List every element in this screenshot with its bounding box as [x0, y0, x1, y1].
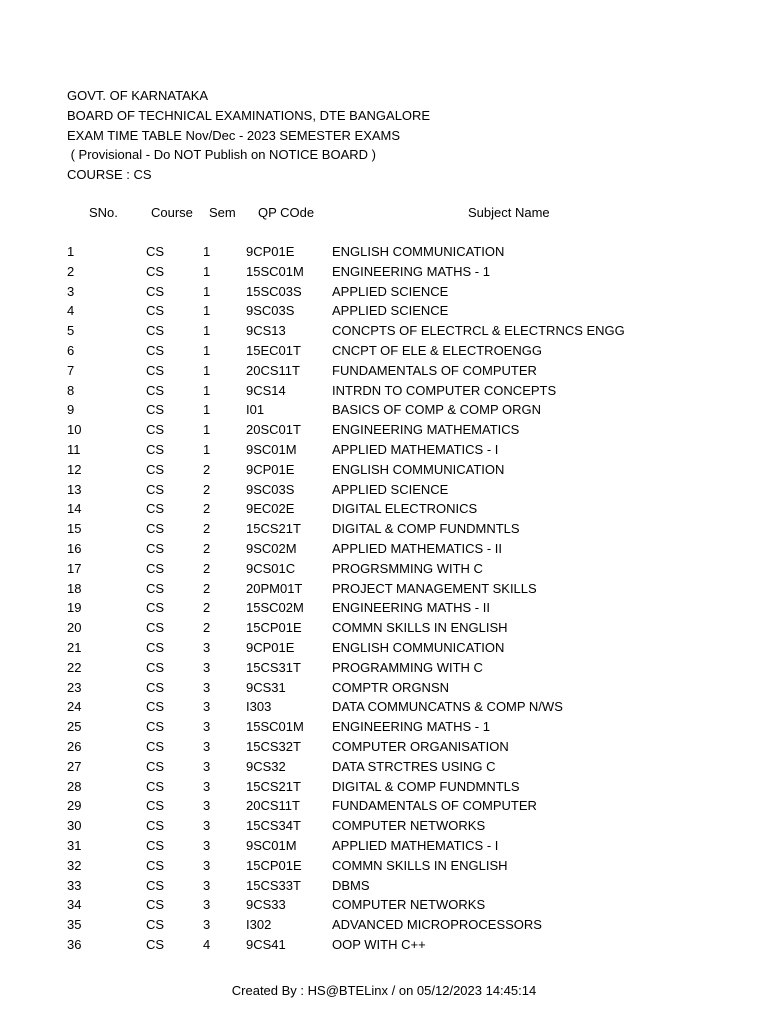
cell-subject-name: APPLIED MATHEMATICS - I — [332, 837, 499, 853]
cell-sno: 4 — [67, 303, 75, 319]
table-row — [0, 501, 768, 521]
cell-sno: 9 — [67, 402, 75, 418]
cell-qp-code: 20CS11T — [246, 362, 300, 378]
cell-sno: 15 — [67, 521, 82, 537]
cell-qp-code: 15CS31T — [246, 659, 301, 675]
cell-course: CS — [146, 719, 165, 735]
cell-qp-code: I01 — [246, 402, 265, 418]
cell-sno: 17 — [67, 560, 82, 576]
cell-qp-code: 9SC02M — [246, 540, 297, 556]
header-board: BOARD OF TECHNICAL EXAMINATIONS, DTE BANGALORE — [67, 107, 431, 123]
table-row — [0, 561, 768, 581]
cell-qp-code: 9CS13 — [246, 323, 286, 339]
cell-subject-name: PROJECT MANAGEMENT SKILLS — [332, 580, 537, 596]
cell-sno: 29 — [67, 798, 82, 814]
table-row — [0, 264, 768, 284]
cell-sem: 1 — [203, 283, 211, 299]
timetable-rows — [0, 244, 768, 957]
cell-subject-name: FUNDAMENTALS OF COMPUTER — [332, 362, 537, 378]
table-row — [0, 917, 768, 937]
column-header-qp-code: QP COde — [258, 205, 315, 220]
table-row — [0, 482, 768, 502]
cell-sem: 3 — [203, 778, 211, 794]
cell-course: CS — [146, 501, 165, 517]
cell-subject-name: COMPUTER NETWORKS — [332, 818, 486, 834]
table-row — [0, 838, 768, 858]
column-header-sem: Sem — [209, 205, 236, 220]
header-provisional-note: ( Provisional - Do NOT Publish on NOTICE BOARD ) — [67, 147, 376, 163]
column-header-sno: SNo. — [89, 205, 118, 220]
cell-subject-name: CONCPTS OF ELECTRCL & ELECTRNCS ENGG — [332, 323, 625, 339]
cell-sem: 2 — [203, 501, 211, 517]
header-course: COURSE : CS — [67, 167, 152, 183]
cell-subject-name: APPLIED SCIENCE — [332, 283, 449, 299]
table-row — [0, 521, 768, 541]
cell-sem: 2 — [203, 481, 211, 497]
cell-course: CS — [146, 263, 165, 279]
cell-subject-name: APPLIED SCIENCE — [332, 481, 449, 497]
cell-course: CS — [146, 441, 165, 457]
cell-sno: 3 — [67, 283, 75, 299]
cell-qp-code: 20PM01T — [246, 580, 303, 596]
cell-sem: 3 — [203, 719, 211, 735]
table-row — [0, 818, 768, 838]
cell-course: CS — [146, 917, 165, 933]
cell-sno: 19 — [67, 600, 82, 616]
cell-qp-code: 15CS34T — [246, 818, 301, 834]
cell-subject-name: DBMS — [332, 877, 370, 893]
cell-qp-code: 20SC01T — [246, 422, 301, 438]
table-row — [0, 779, 768, 799]
cell-qp-code: 15CP01E — [246, 620, 302, 636]
cell-sem: 1 — [203, 244, 211, 259]
cell-sno: 35 — [67, 917, 82, 933]
cell-qp-code: 15SC01M — [246, 263, 304, 279]
cell-sem: 2 — [203, 521, 211, 537]
cell-course: CS — [146, 837, 165, 853]
cell-sem: 2 — [203, 620, 211, 636]
cell-qp-code: 15CS21T — [246, 778, 301, 794]
cell-qp-code: 15SC02M — [246, 600, 304, 616]
table-row — [0, 759, 768, 779]
table-row — [0, 383, 768, 403]
cell-sno: 8 — [67, 382, 75, 398]
cell-subject-name: ENGINEERING MATHS - II — [332, 600, 490, 616]
table-row — [0, 739, 768, 759]
cell-sem: 3 — [203, 818, 211, 834]
cell-sem: 1 — [203, 362, 211, 378]
cell-course: CS — [146, 402, 165, 418]
table-row — [0, 363, 768, 383]
cell-qp-code: 15CP01E — [246, 857, 302, 873]
cell-course: CS — [146, 857, 165, 873]
cell-qp-code: 9CS33 — [246, 897, 286, 913]
cell-qp-code: 15EC01T — [246, 342, 301, 358]
table-row — [0, 680, 768, 700]
cell-sem: 2 — [203, 461, 211, 477]
cell-sem: 3 — [203, 877, 211, 893]
cell-qp-code: 9CP01E — [246, 461, 295, 477]
cell-sno: 23 — [67, 679, 82, 695]
cell-course: CS — [146, 560, 165, 576]
cell-sem: 1 — [203, 382, 211, 398]
cell-course: CS — [146, 620, 165, 636]
cell-qp-code: I302 — [246, 917, 272, 933]
table-row — [0, 660, 768, 680]
cell-subject-name: DATA COMMUNCATNS & COMP N/WS — [332, 699, 563, 715]
cell-qp-code: 9SC01M — [246, 441, 297, 457]
cell-course: CS — [146, 481, 165, 497]
cell-subject-name: ENGLISH COMMUNICATION — [332, 244, 505, 259]
cell-subject-name: ADVANCED MICROPROCESSORS — [332, 917, 542, 933]
table-row — [0, 897, 768, 917]
column-header-subject-name: Subject Name — [468, 205, 550, 220]
table-row — [0, 858, 768, 878]
table-row — [0, 640, 768, 660]
cell-qp-code: 9CS01C — [246, 560, 296, 576]
table-row — [0, 303, 768, 323]
cell-sno: 34 — [67, 897, 82, 913]
cell-course: CS — [146, 600, 165, 616]
cell-course: CS — [146, 639, 165, 655]
cell-sno: 11 — [67, 441, 81, 457]
table-row — [0, 402, 768, 422]
cell-subject-name: ENGLISH COMMUNICATION — [332, 639, 505, 655]
column-header-course: Course — [151, 205, 193, 220]
cell-sno: 18 — [67, 580, 82, 596]
cell-sem: 3 — [203, 857, 211, 873]
cell-subject-name: ENGINEERING MATHS - 1 — [332, 263, 490, 279]
table-row — [0, 699, 768, 719]
cell-sem: 2 — [203, 540, 211, 556]
cell-sem: 1 — [203, 323, 211, 339]
table-row — [0, 442, 768, 462]
cell-subject-name: ENGINEERING MATHEMATICS — [332, 422, 520, 438]
cell-sem: 3 — [203, 699, 211, 715]
cell-qp-code: 20CS11T — [246, 798, 300, 814]
cell-qp-code: 15CS33T — [246, 877, 301, 893]
cell-course: CS — [146, 303, 165, 319]
cell-sem: 1 — [203, 303, 211, 319]
cell-sno: 33 — [67, 877, 82, 893]
cell-subject-name: COMMN SKILLS IN ENGLISH — [332, 620, 508, 636]
cell-subject-name: COMPUTER NETWORKS — [332, 897, 486, 913]
cell-subject-name: ENGLISH COMMUNICATION — [332, 461, 505, 477]
cell-sem: 3 — [203, 758, 211, 774]
cell-subject-name: DIGITAL & COMP FUNDMNTLS — [332, 521, 520, 537]
cell-subject-name: PROGRSMMING WITH C — [332, 560, 483, 576]
table-row — [0, 343, 768, 363]
cell-sno: 25 — [67, 719, 82, 735]
table-row — [0, 937, 768, 957]
cell-course: CS — [146, 342, 165, 358]
cell-course: CS — [146, 461, 165, 477]
cell-qp-code: 9CS31 — [246, 679, 286, 695]
cell-course: CS — [146, 362, 165, 378]
table-row — [0, 719, 768, 739]
cell-subject-name: OOP WITH C++ — [332, 936, 426, 952]
cell-course: CS — [146, 659, 165, 675]
cell-subject-name: APPLIED MATHEMATICS - II — [332, 540, 502, 556]
cell-sem: 3 — [203, 659, 211, 675]
cell-sno: 26 — [67, 738, 82, 754]
cell-course: CS — [146, 936, 165, 952]
cell-sno: 24 — [67, 699, 82, 715]
cell-sno: 13 — [67, 481, 82, 497]
cell-sno: 31 — [67, 837, 82, 853]
cell-course: CS — [146, 323, 165, 339]
cell-course: CS — [146, 422, 165, 438]
cell-sno: 2 — [67, 263, 75, 279]
cell-sem: 1 — [203, 402, 211, 418]
cell-qp-code: 15CS21T — [246, 521, 301, 537]
cell-sno: 20 — [67, 620, 82, 636]
cell-sno: 5 — [67, 323, 75, 339]
cell-course: CS — [146, 778, 165, 794]
cell-sem: 3 — [203, 798, 211, 814]
cell-sno: 28 — [67, 778, 82, 794]
cell-sno: 7 — [67, 362, 75, 378]
cell-qp-code: 9EC02E — [246, 501, 295, 517]
cell-qp-code: 15SC03S — [246, 283, 302, 299]
cell-sem: 1 — [203, 422, 211, 438]
cell-sno: 27 — [67, 758, 82, 774]
cell-subject-name: COMPTR ORGNSN — [332, 679, 449, 695]
cell-subject-name: COMMN SKILLS IN ENGLISH — [332, 857, 508, 873]
cell-course: CS — [146, 580, 165, 596]
table-row — [0, 798, 768, 818]
cell-course: CS — [146, 699, 165, 715]
cell-qp-code: I303 — [246, 699, 272, 715]
cell-subject-name: PROGRAMMING WITH C — [332, 659, 483, 675]
cell-qp-code: 9SC01M — [246, 837, 297, 853]
table-row — [0, 620, 768, 640]
cell-qp-code: 9CS41 — [246, 936, 286, 952]
cell-sem: 1 — [203, 342, 211, 358]
cell-subject-name: DATA STRCTRES USING C — [332, 758, 496, 774]
table-row — [0, 284, 768, 304]
cell-subject-name: COMPUTER ORGANISATION — [332, 738, 509, 754]
cell-sem: 3 — [203, 639, 211, 655]
cell-sem: 4 — [203, 936, 211, 952]
table-row — [0, 600, 768, 620]
cell-sno: 12 — [67, 461, 82, 477]
table-row — [0, 878, 768, 898]
cell-qp-code: 9SC03S — [246, 481, 295, 497]
cell-sno: 36 — [67, 936, 82, 952]
table-row — [0, 462, 768, 482]
cell-course: CS — [146, 382, 165, 398]
cell-qp-code: 9SC03S — [246, 303, 295, 319]
table-row — [0, 422, 768, 442]
cell-qp-code: 9CP01E — [246, 639, 295, 655]
footer-created-by: Created By : HS@BTELinx / on 05/12/2023 14:45:14 — [231, 983, 537, 998]
cell-sno: 14 — [67, 501, 82, 517]
cell-qp-code: 9CP01E — [246, 244, 295, 259]
cell-sem: 2 — [203, 560, 211, 576]
cell-course: CS — [146, 738, 165, 754]
cell-subject-name: BASICS OF COMP & COMP ORGN — [332, 402, 541, 418]
cell-sno: 32 — [67, 857, 82, 873]
table-row — [0, 244, 768, 264]
cell-subject-name: ENGINEERING MATHS - 1 — [332, 719, 490, 735]
cell-sno: 21 — [67, 639, 82, 655]
cell-sem: 3 — [203, 837, 211, 853]
cell-subject-name: INTRDN TO COMPUTER CONCEPTS — [332, 382, 557, 398]
cell-sno: 16 — [67, 540, 82, 556]
cell-subject-name: APPLIED MATHEMATICS - I — [332, 441, 499, 457]
cell-sem: 3 — [203, 917, 211, 933]
table-row — [0, 323, 768, 343]
cell-sno: 1 — [67, 244, 75, 259]
cell-course: CS — [146, 758, 165, 774]
cell-subject-name: DIGITAL ELECTRONICS — [332, 501, 478, 517]
cell-sno: 6 — [67, 342, 75, 358]
cell-sem: 3 — [203, 738, 211, 754]
cell-qp-code: 9CS14 — [246, 382, 286, 398]
cell-course: CS — [146, 283, 165, 299]
header-exam-title: EXAM TIME TABLE Nov/Dec - 2023 SEMESTER EXAMS — [67, 127, 401, 143]
cell-sem: 2 — [203, 580, 211, 596]
cell-qp-code: 9CS32 — [246, 758, 286, 774]
cell-sno: 10 — [67, 422, 82, 438]
cell-course: CS — [146, 818, 165, 834]
cell-sem: 1 — [203, 263, 211, 279]
cell-sno: 30 — [67, 818, 82, 834]
cell-subject-name: FUNDAMENTALS OF COMPUTER — [332, 798, 537, 814]
cell-sem: 2 — [203, 600, 211, 616]
cell-course: CS — [146, 540, 165, 556]
cell-course: CS — [146, 521, 165, 537]
cell-subject-name: APPLIED SCIENCE — [332, 303, 449, 319]
cell-course: CS — [146, 679, 165, 695]
cell-course: CS — [146, 877, 165, 893]
cell-subject-name: DIGITAL & COMP FUNDMNTLS — [332, 778, 520, 794]
table-row — [0, 581, 768, 601]
cell-course: CS — [146, 897, 165, 913]
header-govt: GOVT. OF KARNATAKA — [67, 88, 209, 103]
cell-course: CS — [146, 798, 165, 814]
cell-course: CS — [146, 244, 165, 259]
cell-qp-code: 15SC01M — [246, 719, 304, 735]
cell-qp-code: 15CS32T — [246, 738, 301, 754]
cell-sem: 1 — [203, 441, 211, 457]
cell-subject-name: CNCPT OF ELE & ELECTROENGG — [332, 342, 542, 358]
cell-sem: 3 — [203, 679, 211, 695]
document-header — [67, 86, 430, 185]
table-row — [0, 541, 768, 561]
cell-sno: 22 — [67, 659, 82, 675]
cell-sem: 3 — [203, 897, 211, 913]
